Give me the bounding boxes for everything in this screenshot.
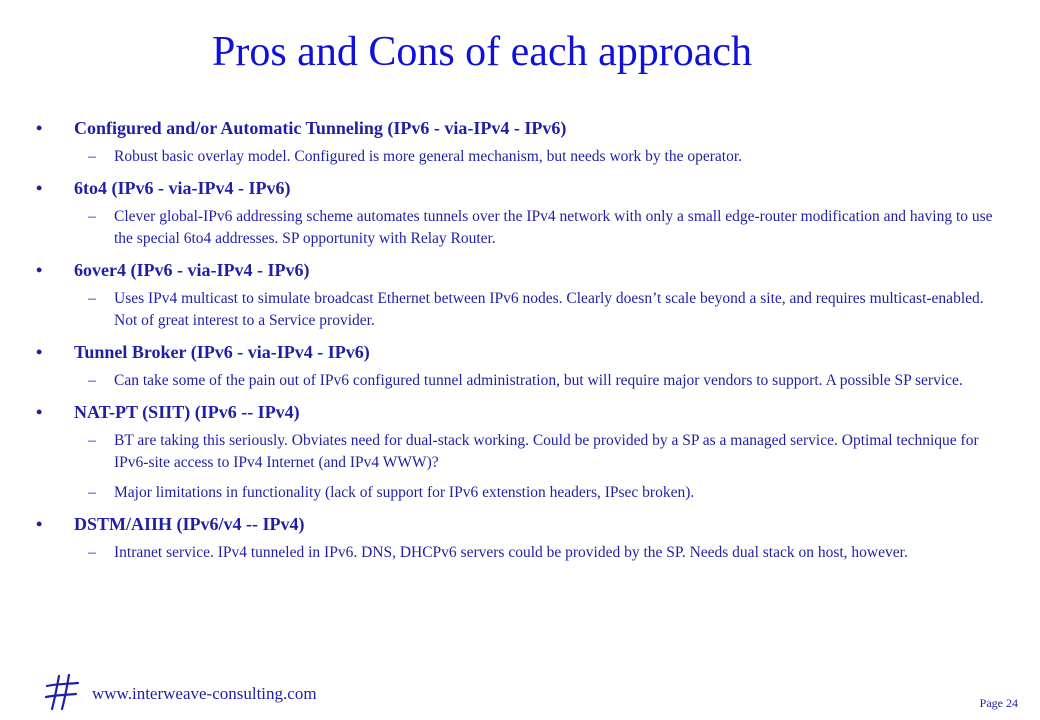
slide-title: Pros and Cons of each approach <box>211 29 752 75</box>
bullet-dot: • <box>36 402 43 422</box>
bullet-dot: • <box>36 118 43 138</box>
section-6over4 <box>36 258 1016 332</box>
heading-text: DSTM/AIIH (IPv6/v4 -- IPv4) <box>74 514 305 534</box>
bullet-dot: • <box>36 260 43 280</box>
sub-point <box>88 370 1016 392</box>
bullet-heading <box>36 400 1016 424</box>
section-nat-pt <box>36 400 1016 504</box>
sub-point <box>88 288 1016 332</box>
sub-point-text: Uses IPv4 multicast to simulate broadcast Ethernet between IPv6 nodes. Clearly doesn’t scale beyond a site, and requires multicast-enabled. Not of great interest to a Service provider. <box>114 290 984 329</box>
sub-point-text: BT are taking this seriously. Obviates need for dual-stack working. Could be provided by a SP as a managed service. Optimal technique for IPv6-site access to IPv4 Internet (and IPv4 WWW)? <box>114 432 979 471</box>
sub-dash: – <box>88 432 96 449</box>
heading-text: Configured and/or Automatic Tunneling (IPv6 - via-IPv4 - IPv6) <box>74 118 567 138</box>
sub-point <box>88 482 1016 504</box>
bullet-dot: • <box>36 178 43 198</box>
bullet-heading <box>36 512 1016 536</box>
slide-body <box>36 116 1016 572</box>
sub-dash: – <box>88 148 96 165</box>
bullet-heading <box>36 116 1016 140</box>
sub-point-text: Can take some of the pain out of IPv6 configured tunnel administration, but will require major vendors to support. A possible SP service. <box>114 372 963 389</box>
sub-point <box>88 146 1016 168</box>
heading-text: NAT-PT (SIIT) (IPv6 -- IPv4) <box>74 402 300 422</box>
sub-point <box>88 206 1016 250</box>
section-dstm <box>36 512 1016 564</box>
section-6to4 <box>36 176 1016 250</box>
sub-point-text: Clever global-IPv6 addressing scheme automates tunnels over the IPv4 network with only a small edge-router modification and having to use the special 6to4 addresses. SP opportunity with Relay Router. <box>114 208 993 247</box>
bullet-heading <box>36 340 1016 364</box>
sub-point <box>88 542 1016 564</box>
sub-point-text: Major limitations in functionality (lack of support for IPv6 extenstion headers, IPsec broken). <box>114 484 695 501</box>
bullet-dot: • <box>36 514 43 534</box>
section-configured-tunneling <box>36 116 1016 168</box>
heading-text: 6over4 (IPv6 - via-IPv4 - IPv6) <box>74 260 310 280</box>
sub-dash: – <box>88 208 96 225</box>
sub-dash: – <box>88 484 96 501</box>
heading-text: Tunnel Broker (IPv6 - via-IPv4 - IPv6) <box>74 342 370 362</box>
bullet-heading <box>36 258 1016 282</box>
section-tunnel-broker <box>36 340 1016 392</box>
page-number: Page 24 <box>979 696 1018 710</box>
heading-text: 6to4 (IPv6 - via-IPv4 - IPv6) <box>74 178 291 198</box>
footer-url: www.interweave-consulting.com <box>92 684 317 703</box>
sub-dash: – <box>88 544 96 561</box>
hash-logo-icon <box>42 672 82 712</box>
bullet-dot: • <box>36 342 43 362</box>
sub-point-text: Intranet service. IPv4 tunneled in IPv6. DNS, DHCPv6 servers could be provided by the SP. Needs dual stack on host, however. <box>114 544 908 561</box>
sub-dash: – <box>88 372 96 389</box>
bullet-heading <box>36 176 1016 200</box>
sub-dash: – <box>88 290 96 307</box>
sub-point-text: Robust basic overlay model. Configured is more general mechanism, but needs work by the operator. <box>114 148 743 165</box>
sub-point <box>88 430 1016 474</box>
